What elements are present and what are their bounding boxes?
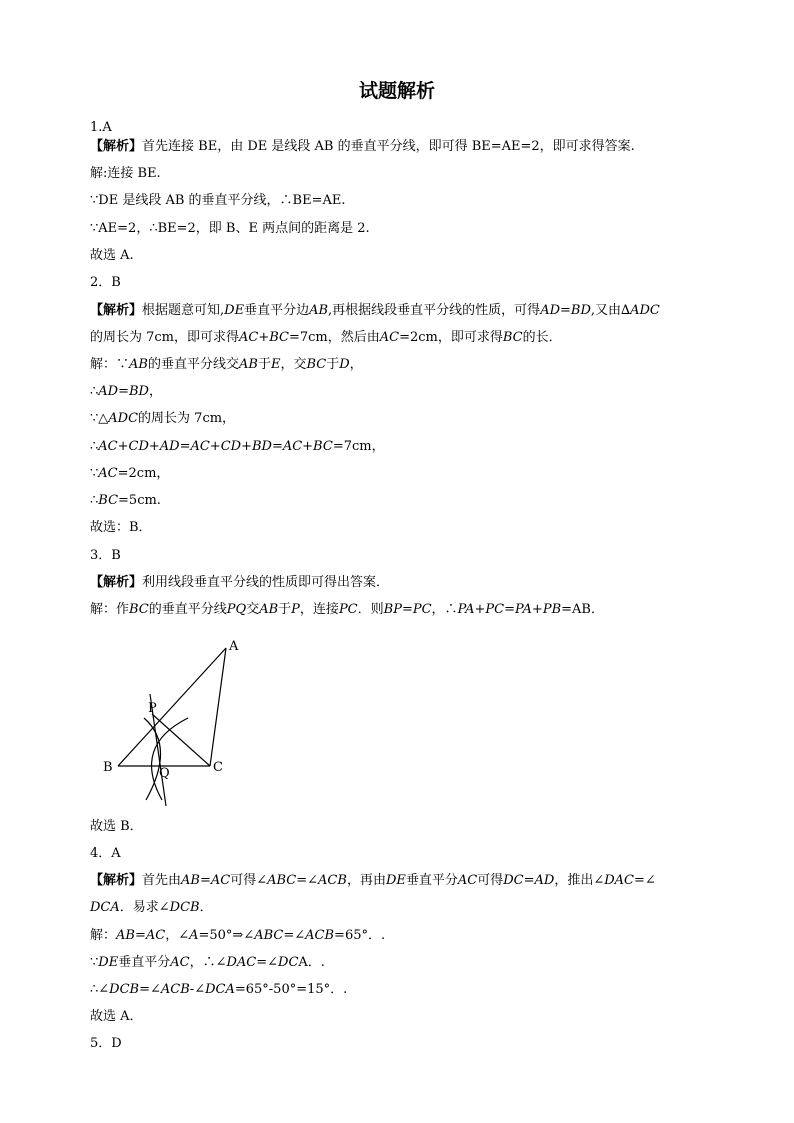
q2-analysis: [90, 302, 660, 320]
q3-analysis: [90, 574, 389, 592]
math: ADC: [108, 411, 139, 426]
text: ，交: [280, 357, 307, 372]
math: E: [270, 357, 281, 372]
q4-analysis-cont: [90, 899, 213, 917]
text: ，: [349, 357, 363, 372]
q2-solution-line: [90, 356, 363, 374]
text: =7cm，然后由: [288, 330, 380, 345]
text: ,又由∆: [590, 303, 631, 318]
math: AB: [129, 357, 148, 372]
text: =50°⇒∠: [198, 928, 255, 943]
q4-solution-line: [90, 927, 385, 945]
text: 的长．: [522, 330, 562, 345]
q2-number: 2．B: [90, 275, 121, 290]
math: ACB: [305, 928, 335, 943]
text: ∵△: [90, 411, 109, 426]
text: 于: [278, 602, 292, 617]
text: =∠: [296, 873, 319, 888]
analysis-tag: 【解析】: [90, 873, 143, 888]
math: PQ: [226, 602, 247, 617]
text: =∠: [256, 955, 279, 970]
q3-answer: 故选 B．: [90, 819, 143, 834]
math: AC+CD+AD=AC+CD+BD=AC+BC: [98, 439, 333, 454]
text: 的垂直平分线: [148, 602, 227, 617]
text: 交: [246, 602, 260, 617]
text: =∠: [139, 982, 161, 997]
math: DCA: [205, 982, 235, 997]
math: D: [339, 357, 350, 372]
text: ，推出∠: [554, 873, 605, 888]
math: AD=BD: [98, 384, 149, 399]
q2-answer: 故选：B．: [90, 520, 152, 535]
construction-arc: [152, 718, 188, 800]
text: ．: [199, 900, 213, 915]
math: DCA: [90, 900, 120, 915]
label-a: A: [229, 639, 239, 654]
q1-solution-line: ∵DE 是线段 AB 的垂直平分线，∴BE=AE.: [90, 193, 346, 208]
math: DAC: [226, 955, 257, 970]
text: ，: [148, 384, 162, 399]
q3-analysis-text: 利用线段垂直平分线的性质即可得出答案．: [142, 575, 390, 590]
q2-solution-line: [90, 438, 385, 456]
math: PC: [338, 602, 358, 617]
text: 的垂直平分线交: [147, 357, 239, 372]
math: A: [189, 928, 199, 943]
math: AC: [457, 873, 478, 888]
q1-analysis-text: 首先连接 BE，由 DE 是线段 AB 的垂直平分线，即可得 BE=AE=2，即可求得答案.: [142, 139, 635, 154]
text: ，再由: [346, 873, 386, 888]
q2-solution-line: [90, 383, 162, 401]
text: =7cm，: [332, 439, 385, 454]
math: DC=AD: [503, 873, 555, 888]
q2-analysis-cont: [90, 329, 562, 347]
page-title: 试题解析: [358, 80, 435, 102]
text: ∴: [90, 439, 99, 454]
analysis-tag: 【解析】: [90, 303, 143, 318]
math: AB: [259, 602, 279, 617]
text: 于: [257, 357, 271, 372]
q4-answer: 故选 A．: [90, 1009, 143, 1024]
math: ACB: [160, 982, 190, 997]
math: ADC: [630, 303, 660, 318]
text: 垂直平分: [118, 955, 171, 970]
text: ，∠: [165, 928, 190, 943]
math: DE: [98, 955, 119, 970]
label-q: Q: [159, 766, 170, 781]
q3-number: 3．B: [90, 548, 121, 563]
text: -∠: [189, 982, 206, 997]
text: =65°．.: [334, 928, 386, 943]
text: ∴: [90, 384, 99, 399]
math: ABC: [254, 928, 284, 943]
text: ,再根据线段垂直平分线的性质，可得: [328, 303, 541, 318]
text: 解：∵: [90, 357, 130, 372]
q5-number: 5．D: [90, 1036, 122, 1051]
text: 的周长为 7cm，即可求得: [90, 330, 240, 345]
math: P: [291, 602, 300, 617]
text: 解：作: [90, 602, 130, 617]
text: 可得∠: [230, 873, 268, 888]
math: AB: [309, 303, 329, 318]
math: AC: [379, 330, 400, 345]
q4-solution-line: [90, 954, 325, 972]
text: ，∴: [431, 602, 458, 617]
text: =∠: [634, 873, 656, 888]
math: DAC: [604, 873, 634, 888]
q2-solution-line: [90, 492, 161, 510]
math: BC: [306, 357, 327, 372]
q3-solution-line: [90, 601, 604, 619]
text: =2cm，即可求得: [399, 330, 503, 345]
text: 根据题意可知,: [142, 303, 225, 318]
text: 垂直平分: [405, 873, 458, 888]
text: =∠: [283, 928, 306, 943]
q2-solution-line: [90, 410, 235, 428]
text: ，连接: [299, 602, 339, 617]
q4-number: 4．A: [90, 846, 121, 861]
triangle-figure: [96, 634, 266, 810]
text: =2cm，: [117, 466, 170, 481]
text: 可得: [477, 873, 504, 888]
label-b: B: [103, 760, 113, 775]
q1-number: 1.A: [90, 120, 112, 135]
triangle-diagram: [96, 634, 266, 810]
math: DE: [224, 303, 245, 318]
segment-ba: [118, 648, 226, 766]
q1-answer: 故选 A.: [90, 248, 134, 263]
text: =5cm.: [118, 493, 161, 508]
analysis-tag: 【解析】: [90, 139, 143, 154]
math: DCB: [169, 900, 200, 915]
q1-solution-line: ∵AE=2，∴BE=2，即 B、E 两点间的距离是 2.: [90, 221, 370, 236]
text: =65°-50°=15°．.: [234, 982, 348, 997]
text: ∴∠: [90, 982, 110, 997]
math: AD=BD: [540, 303, 591, 318]
math: PA+PC=PA+PB: [457, 602, 562, 617]
label-c: C: [213, 760, 223, 775]
text: =AB．: [561, 602, 604, 617]
math: AC: [170, 955, 190, 970]
text: 垂直平分边: [244, 303, 310, 318]
text: ，∴∠: [189, 955, 227, 970]
text: 解：: [90, 928, 117, 943]
math: DCB: [109, 982, 140, 997]
math: AC+BC: [239, 330, 289, 345]
text: ∵: [90, 466, 99, 481]
text: 首先由: [142, 873, 182, 888]
math: BC: [129, 602, 149, 617]
math: BC: [98, 493, 119, 508]
math: BC: [502, 330, 523, 345]
label-p: P: [148, 701, 157, 716]
text: ∵: [90, 955, 99, 970]
math: ACB: [318, 873, 347, 888]
segment-ac: [210, 648, 226, 766]
q1-solution-line: 解:连接 BE.: [90, 166, 161, 181]
math: BP=PC: [383, 602, 432, 617]
q4-solution-line: [90, 981, 347, 999]
text: A．.: [298, 955, 325, 970]
text: ．易求∠: [119, 900, 170, 915]
q4-analysis: [90, 872, 656, 890]
math: AB=AC: [116, 928, 166, 943]
math: DE: [385, 873, 406, 888]
q2-solution-line: [90, 465, 169, 483]
text: ∴: [90, 493, 99, 508]
math: AC: [98, 466, 118, 481]
text: ．则: [357, 602, 384, 617]
math: DC: [278, 955, 299, 970]
math: ABC: [267, 873, 297, 888]
text: 的周长为 7cm，: [138, 411, 236, 426]
q1-analysis: [90, 138, 635, 156]
math: AB=AC: [181, 873, 231, 888]
math: AB: [238, 357, 258, 372]
text: 于: [326, 357, 340, 372]
analysis-tag: 【解析】: [90, 575, 143, 590]
